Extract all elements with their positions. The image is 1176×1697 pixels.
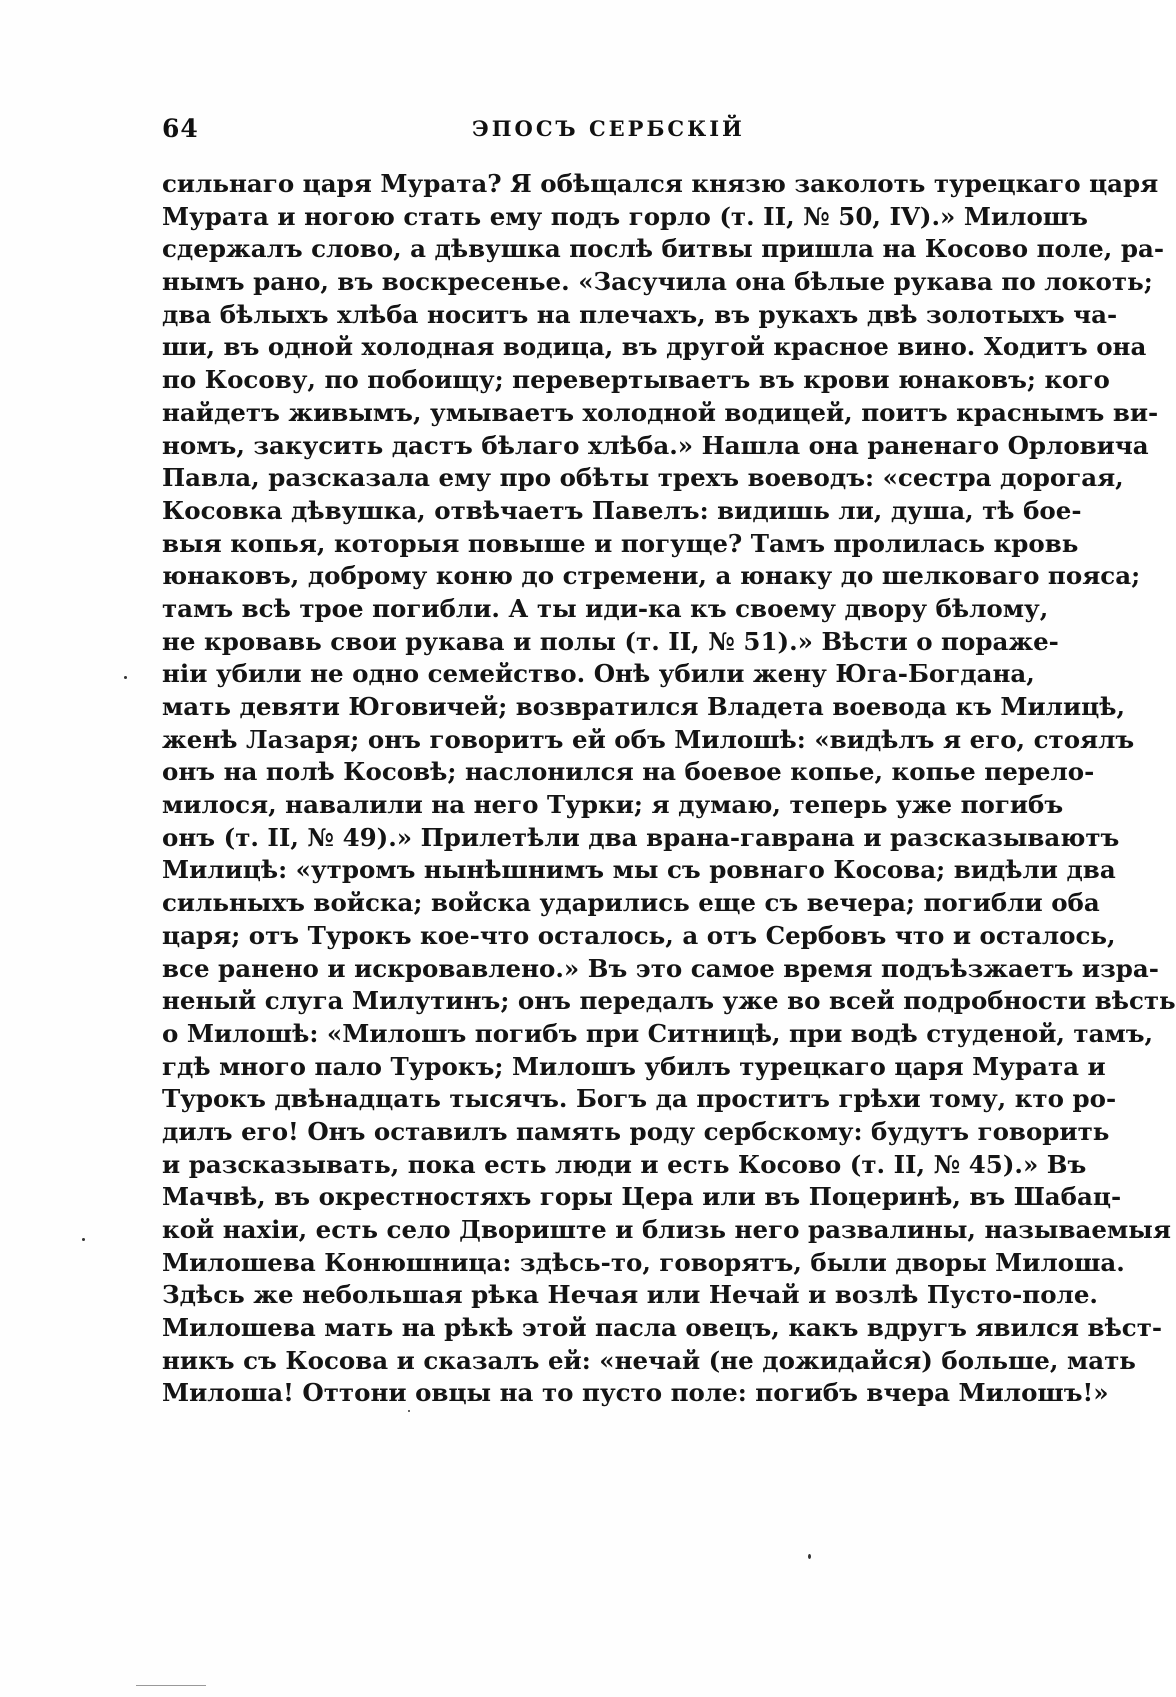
- text-line: о Милошѣ: «Милошъ погибъ при Ситницѣ, при водѣ студеной, тамъ,: [162, 1018, 1154, 1048]
- text-line: никъ съ Косова и сказалъ ей: «нечай (не дожидайся) больше, мать: [162, 1345, 1136, 1375]
- text-line: два бѣлыхъ хлѣба носитъ на плечахъ, въ рукахъ двѣ золотыхъ ча-: [162, 299, 1118, 329]
- scan-speck: [408, 1410, 410, 1412]
- text-line: ши, въ одной холодная водица, въ другой красное вино. Ходитъ она: [162, 332, 1147, 362]
- text-line: женѣ Лазаря; онъ говоритъ ей объ Милошѣ: «видѣлъ я его, стоялъ: [162, 724, 1135, 754]
- text-line: царя; отъ Турокъ кое-что осталось, а отъ Сербовъ что и осталось,: [162, 920, 1116, 950]
- text-line: тамъ всѣ трое погибли. А ты иди-ка къ своему двору бѣлому,: [162, 593, 1049, 623]
- text-line: сильнаго царя Мурата? Я обѣщался князю заколоть турецкаго царя: [162, 169, 1159, 198]
- text-line: кой нахіи, есть село Двориште и близь него развалины, называемыя: [162, 1215, 1171, 1244]
- text-line: мать девяти Юговичей; возвратился Владета воевода къ Милицѣ,: [162, 692, 1125, 721]
- page-number: 64: [162, 114, 199, 143]
- text-line: Милошева Конюшница: здѣсь-то, говорятъ, были дворы Милоша.: [162, 1247, 1125, 1277]
- scan-speck: [136, 1685, 206, 1686]
- text-line: неный слуга Милутинъ; онъ передалъ уже во всей подробности вѣсть: [162, 986, 1176, 1016]
- text-line: по Косову, по побоищу; перевертываетъ въ крови юнаковъ; кого: [162, 365, 1110, 395]
- page-header: [162, 110, 962, 150]
- text-line: Мурата и ногою стать ему подъ горло (т. II, № 50, IV).» Милошъ: [162, 201, 1088, 231]
- text-line: не кровавь свои рукава и полы (т. II, № 51).» Вѣсти о пораже-: [162, 626, 1059, 656]
- text-line: сильныхъ войска; войска ударились еще съ вечера; погибли оба: [162, 888, 1100, 918]
- body-text: [162, 168, 1176, 1410]
- text-line: Милоша! Оттони овцы на то пусто поле: погибъ вчера Милошъ!»: [162, 1378, 1109, 1408]
- text-line: Павла, разсказала ему про обѣты трехъ воеводъ: «сестра дорогая,: [162, 463, 1124, 493]
- text-line: онъ на полѣ Косовѣ; наслонился на боевое копье, копье перело-: [162, 757, 1095, 787]
- text-line: юнаковъ, доброму коню до стремени, а юнаку до шелковаго пояса;: [162, 561, 1141, 591]
- text-line: Мачвѣ, въ окрестностяхъ горы Цера или въ Поцеринѣ, въ Шабац-: [162, 1182, 1122, 1212]
- scan-speck: [124, 676, 127, 679]
- text-line: ніи убили не одно семейство. Онѣ убили жену Юга-Богдана,: [162, 659, 1035, 689]
- text-line: дилъ его! Онъ оставилъ память роду сербскому: будутъ говорить: [162, 1116, 1110, 1146]
- text-line: Милошева мать на рѣкѣ этой пасла овецъ, какъ вдругъ явился вѣст-: [162, 1313, 1163, 1343]
- running-title: ЭПОСЪ СЕРБСКІЙ: [472, 116, 745, 141]
- text-line: Милицѣ: «утромъ нынѣшнимъ мы съ ровнаго Косова; видѣли два: [162, 855, 1116, 885]
- scan-speck: [82, 1238, 85, 1241]
- scan-speck: [808, 1554, 811, 1559]
- text-line: выя копья, которыя повыше и погуще? Тамъ пролилась кровь: [162, 528, 1079, 558]
- text-line: Турокъ двѣнадцать тысячъ. Богъ да проститъ грѣхи тому, кто ро-: [162, 1084, 1117, 1114]
- text-line: все ранено и искровавлено.» Въ это самое время подъѣзжаетъ изра-: [162, 953, 1159, 983]
- text-line: милося, навалили на него Турки; я думаю, теперь уже погибъ: [162, 790, 1064, 820]
- text-line: Здѣсь же небольшая рѣка Нечая или Нечай и возлѣ Пусто-поле.: [162, 1280, 1098, 1310]
- text-line: Косовка дѣвушка, отвѣчаетъ Павелъ: видишь ли, душа, тѣ бое-: [162, 495, 1082, 525]
- text-line: найдетъ живымъ, умываетъ холодной водицей, поитъ краснымъ ви-: [162, 397, 1159, 427]
- text-line: и разсказывать, пока есть люди и есть Косово (т. II, № 45).» Въ: [162, 1149, 1087, 1179]
- text-line: номъ, закусить дастъ бѣлаго хлѣба.» Нашла она раненаго Орловича: [162, 430, 1149, 460]
- text-line: гдѣ много пало Турокъ; Милошъ убилъ турецкаго царя Мурата и: [162, 1051, 1106, 1081]
- text-line: нымъ рано, въ воскресенье. «Засучила она бѣлые рукава по локоть;: [162, 267, 1153, 297]
- text-line: сдержалъ слово, а дѣвушка послѣ битвы пришла на Косово поле, ра-: [162, 234, 1164, 264]
- text-line: онъ (т. II, № 49).» Прилетѣли два врана-гаврана и разсказываютъ: [162, 822, 1120, 852]
